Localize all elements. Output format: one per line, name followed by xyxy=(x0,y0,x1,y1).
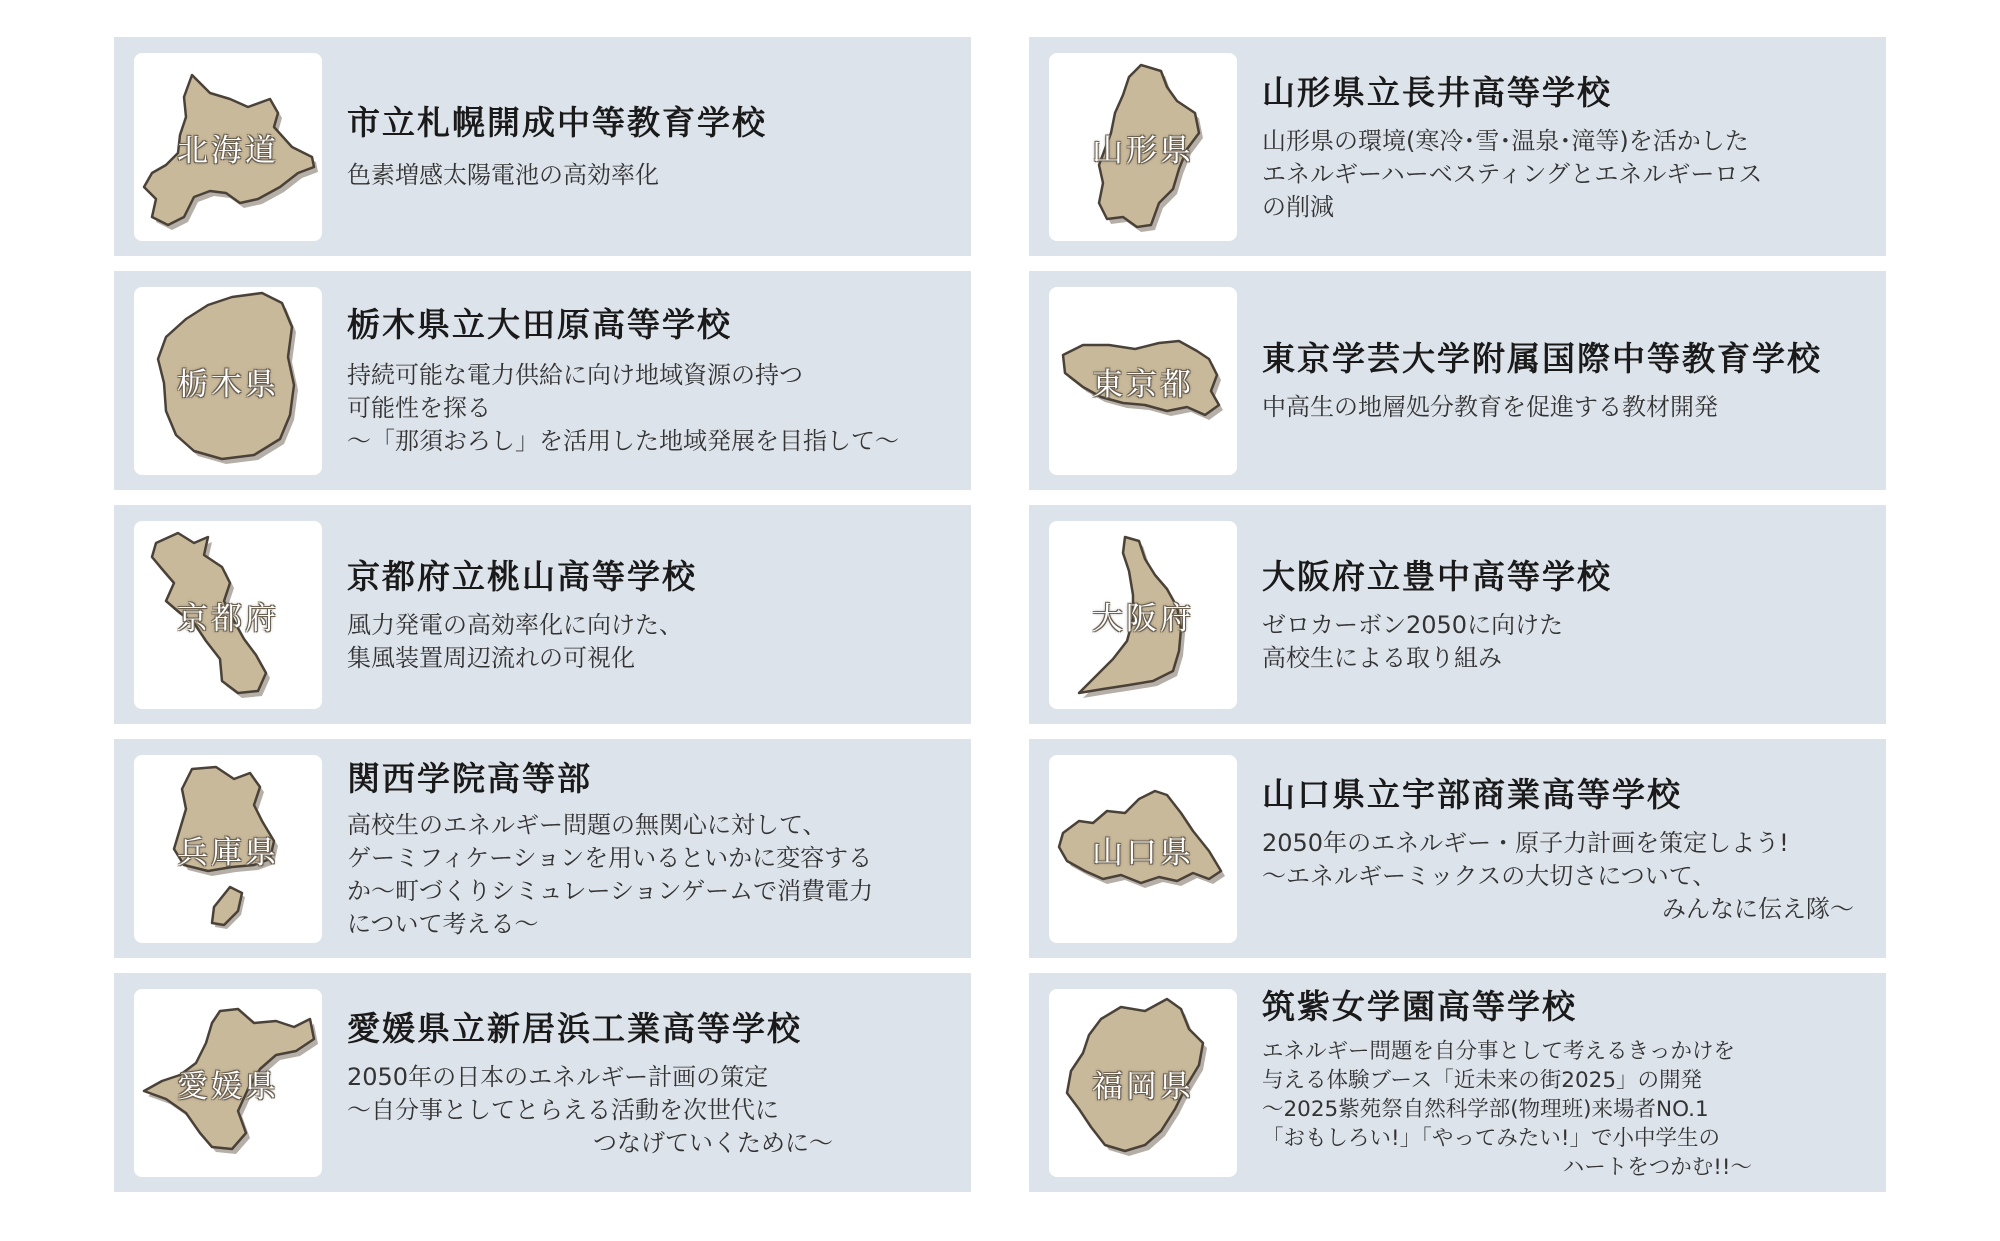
map-tile xyxy=(1049,989,1237,1177)
school-card-yamagata xyxy=(1029,37,1886,256)
prefecture-label: 愛媛県 xyxy=(177,1068,279,1105)
school-card-hokkaido xyxy=(114,37,971,256)
project-description: 2050年の日本のエネルギー計画の策定 ～自分事としてとらえる活動を次世代に つなげていくために～ xyxy=(347,1063,833,1157)
school-card-ehime xyxy=(114,973,971,1192)
prefecture-label: 北海道 xyxy=(177,132,279,169)
school-card-hyogo xyxy=(114,739,971,958)
prefecture-label: 山形県 xyxy=(1092,132,1194,169)
prefecture-label: 京都府 xyxy=(177,600,279,637)
school-card-osaka xyxy=(1029,505,1886,724)
map-tile xyxy=(134,755,322,943)
map-tile xyxy=(1049,287,1237,475)
map-tile xyxy=(134,521,322,709)
project-description: ゼロカーボン2050に向けた 高校生による取り組み xyxy=(1262,611,1564,672)
school-name: 関西学院高等部 xyxy=(347,759,592,798)
prefecture-label: 栃木県 xyxy=(177,366,279,403)
project-description: 2050年のエネルギー・原子力計画を策定しよう! ～エネルギーミックスの大切さについて、 みんなに伝え隊～ xyxy=(1262,829,1854,923)
project-description: 色素増感太陽電池の高効率化 xyxy=(347,161,659,189)
prefecture-label: 東京都 xyxy=(1092,366,1194,403)
school-card-kyoto xyxy=(114,505,971,724)
school-name: 愛媛県立新居浜工業高等学校 xyxy=(347,1009,802,1048)
school-card-yamaguchi xyxy=(1029,739,1886,958)
map-tile xyxy=(134,989,322,1177)
project-description: 高校生のエネルギー問題の無関心に対して、 ゲーミフィケーションを用いるといかに変容する か～町づくりシミュレーションゲームで消費電力 について考える～ xyxy=(347,811,874,938)
school-name: 東京学芸大学附属国際中等教育学校 xyxy=(1262,339,1822,378)
school-name: 筑紫女学園高等学校 xyxy=(1262,987,1577,1026)
school-name: 山口県立宇部商業高等学校 xyxy=(1262,775,1682,814)
project-description: エネルギー問題を自分事として考えるきっかけを 与える体験ブース「近未来の街2025」の開発 ～2025紫苑祭自然科学部(物理班)来場者NO.1 「おもしろい!」「やってみたい!」で小中学生の ハートをつかむ!!～ xyxy=(1262,1039,1752,1180)
school-name: 栃木県立大田原高等学校 xyxy=(347,305,732,344)
prefecture-label: 大阪府 xyxy=(1092,600,1194,637)
project-description: 持続可能な電力供給に向け地域資源の持つ 可能性を探る ～「那須おろし」を活用した地域発展を目指して～ xyxy=(347,361,899,455)
school-name: 京都府立桃山高等学校 xyxy=(347,557,697,596)
school-name: 山形県立長井高等学校 xyxy=(1262,73,1612,112)
map-tile xyxy=(1049,521,1237,709)
school-name: 市立札幌開成中等教育学校 xyxy=(347,103,767,142)
project-description: 中高生の地層処分教育を促進する教材開発 xyxy=(1262,393,1718,421)
school-card-tochigi xyxy=(114,271,971,490)
prefecture-label: 福岡県 xyxy=(1092,1068,1194,1105)
school-card-fukuoka xyxy=(1029,973,1886,1192)
project-description: 風力発電の高効率化に向けた、 集風装置周辺流れの可視化 xyxy=(347,611,683,672)
map-tile xyxy=(1049,755,1237,943)
map-tile xyxy=(134,53,322,241)
school-name: 大阪府立豊中高等学校 xyxy=(1262,557,1612,596)
prefecture-label: 兵庫県 xyxy=(177,834,279,871)
prefecture-label: 山口県 xyxy=(1092,834,1194,871)
map-tile xyxy=(1049,53,1237,241)
school-card-tokyo xyxy=(1029,271,1886,490)
project-description: 山形県の環境(寒冷･雪･温泉･滝等)を活かした エネルギーハーベスティングとエネルギーロス の削減 xyxy=(1262,127,1763,221)
map-tile xyxy=(134,287,322,475)
